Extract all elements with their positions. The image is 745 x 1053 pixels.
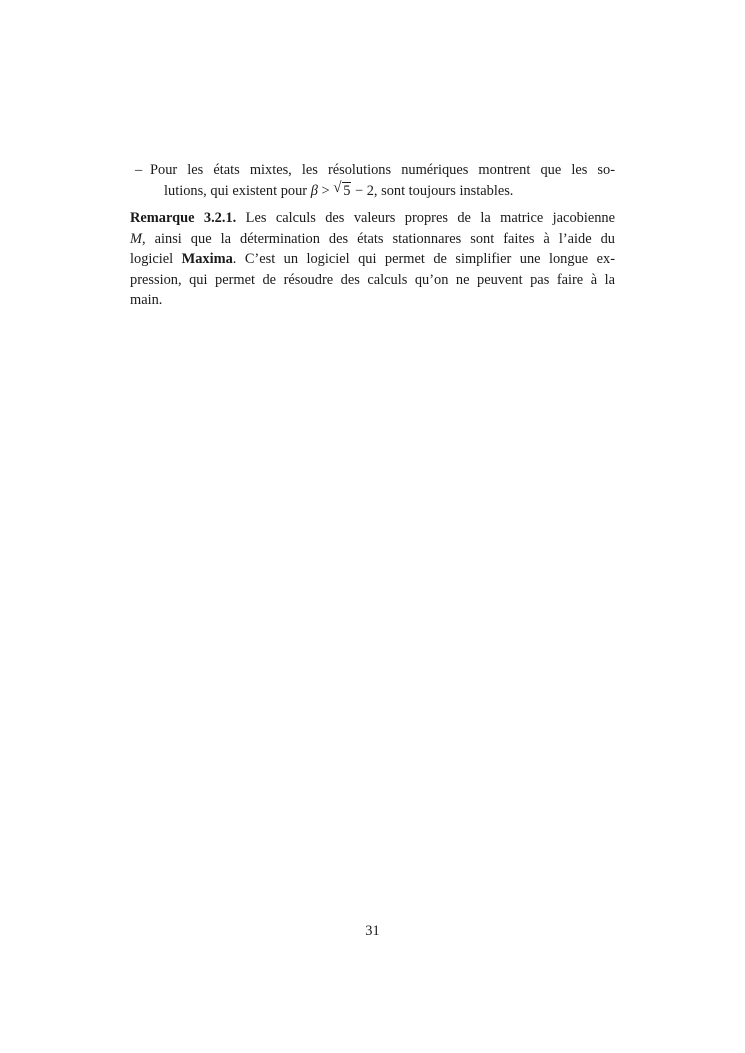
list-item-line-2 — [150, 181, 615, 202]
radical-sign-icon: √ — [333, 179, 342, 196]
greater-than: > — [317, 182, 334, 199]
square-root — [333, 181, 351, 202]
bullet-list-item — [135, 160, 615, 201]
page-number: 31 — [365, 923, 380, 939]
remark-line-1 — [130, 208, 615, 229]
remark-paragraph — [130, 208, 615, 311]
software-name: Maxima — [181, 251, 233, 268]
remark-line-5: main. — [130, 292, 163, 309]
list-dash: – — [135, 162, 143, 178]
list-item-line-1: Pour les états mixtes, les résolutions numériques montrent que les so- — [150, 162, 615, 178]
list-item-text-after: − 2, sont toujours instables. — [351, 182, 514, 199]
remark-line-4: pression, qui permet de résoudre des calculs qu’on ne peuvent pas faire à la — [130, 271, 615, 288]
remark-line-3 — [130, 249, 615, 270]
remark-line-3-after: . C’est un logiciel qui permet de simplifier une longue ex- — [232, 251, 615, 268]
remark-line-1-text: Les calculs des valeurs propres de la matrice jacobienne — [236, 210, 615, 226]
list-item-text-before: lutions, qui existent pour — [164, 182, 311, 199]
beta-symbol: β — [310, 182, 318, 199]
remark-line-2-text: , ainsi que la détermination des états stationnares sont faites à l’aide du — [142, 230, 615, 247]
remark-line-3-before: logiciel — [130, 251, 182, 268]
matrix-variable: M — [130, 230, 142, 247]
sqrt-radicand: 5 — [343, 182, 351, 199]
remark-line-2 — [130, 229, 615, 250]
remark-label: Remarque 3.2.1. — [130, 210, 237, 226]
